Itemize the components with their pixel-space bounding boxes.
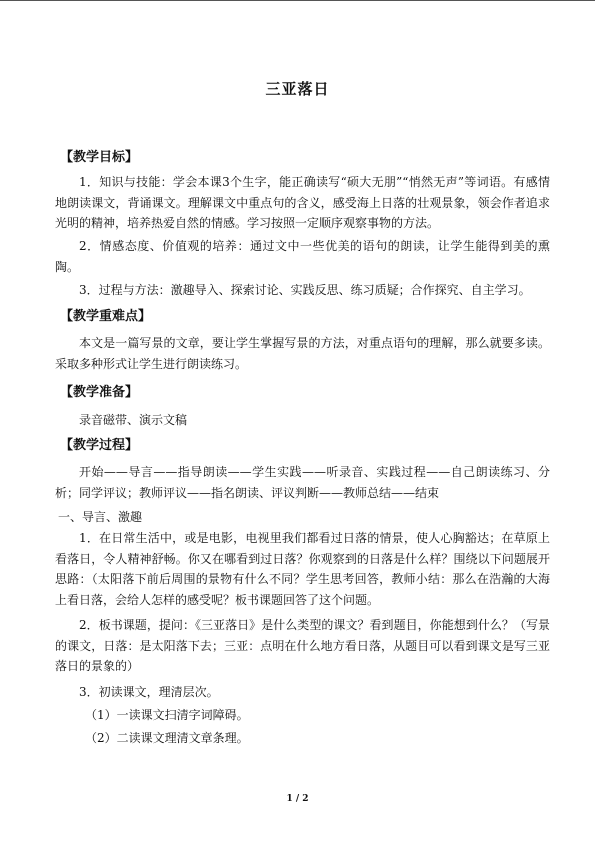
header-rule	[0, 0, 595, 1]
goal-item-3: 3．过程与方法：激趣导入、探索讨论、实践反思、练习质疑；合作探究、自主学习。	[79, 283, 531, 297]
key-points-text: 本文是一篇写景的文章，要让学生掌握写景的方法，对重点语句的理解，那么就要多读。采取多种形式让学生进行朗读练习。	[55, 336, 550, 371]
process-flow: 开始——导言——指导朗读——学生实践——听录音、实践过程——自己朗读练习、分析；同学评议；教师评议——指名朗读、评议判断——教师总结——结束	[55, 465, 550, 500]
preparation-text: 录音磁带、演示文稿	[79, 413, 188, 427]
goal-item-1: 1．知识与技能：学会本课3个生字，能正确读写“硕大无朋”“悄然无声”等词语。有感情地朗读课文，背诵课文。理解课文中重点句的含义，感受海上日落的壮观景象，领会作者追求光明的精神，培养热爱自然的情感。学习按照一定顺序观察事物的方法。	[55, 175, 550, 230]
process-p2: 2．板书课题，提问：《三亚落日》是什么类型的课文？看到题目，你能想到什么？（写景的课文，日落：是太阳落下去；三亚：点明在什么地方看日落，从题目可以看到课文是写三亚落日的景象的）	[55, 618, 550, 673]
process-sub-1: （1）一读课文扫清字词障碍。	[85, 708, 249, 722]
part1-title: 一、导言、激趣	[58, 510, 143, 524]
heading-teaching-goals: 【教学目标】	[60, 150, 139, 165]
goal-item-2: 2．情感态度、价值观的培养：通过文中一些优美的语句的朗读，让学生能得到美的熏陶。	[55, 239, 550, 274]
process-p3: 3．初读课文，理清层次。	[79, 685, 219, 699]
heading-teaching-process: 【教学过程】	[60, 438, 139, 453]
heading-preparation: 【教学准备】	[60, 385, 139, 400]
page-number: 1 / 2	[286, 794, 309, 804]
process-sub-2: （2）二读课文理清文章条理。	[85, 731, 249, 745]
process-p1: 1．在日常生活中，或是电影，电视里我们都看过日落的情景，使人心胸豁达；在草原上看落日，令人精神舒畅。你又在哪看到过日落？你观察到的日落是什么样？围绕以下问题展开思路：（太阳落下前后周围的景物有什么不同？学生思考回答，教师小结：那么在浩瀚的大海上看日落，会给人怎样的感受呢？板书课题回答了这个问题。	[55, 531, 550, 607]
document-title: 三亚落日	[265, 80, 330, 98]
heading-key-points: 【教学重难点】	[60, 309, 152, 324]
